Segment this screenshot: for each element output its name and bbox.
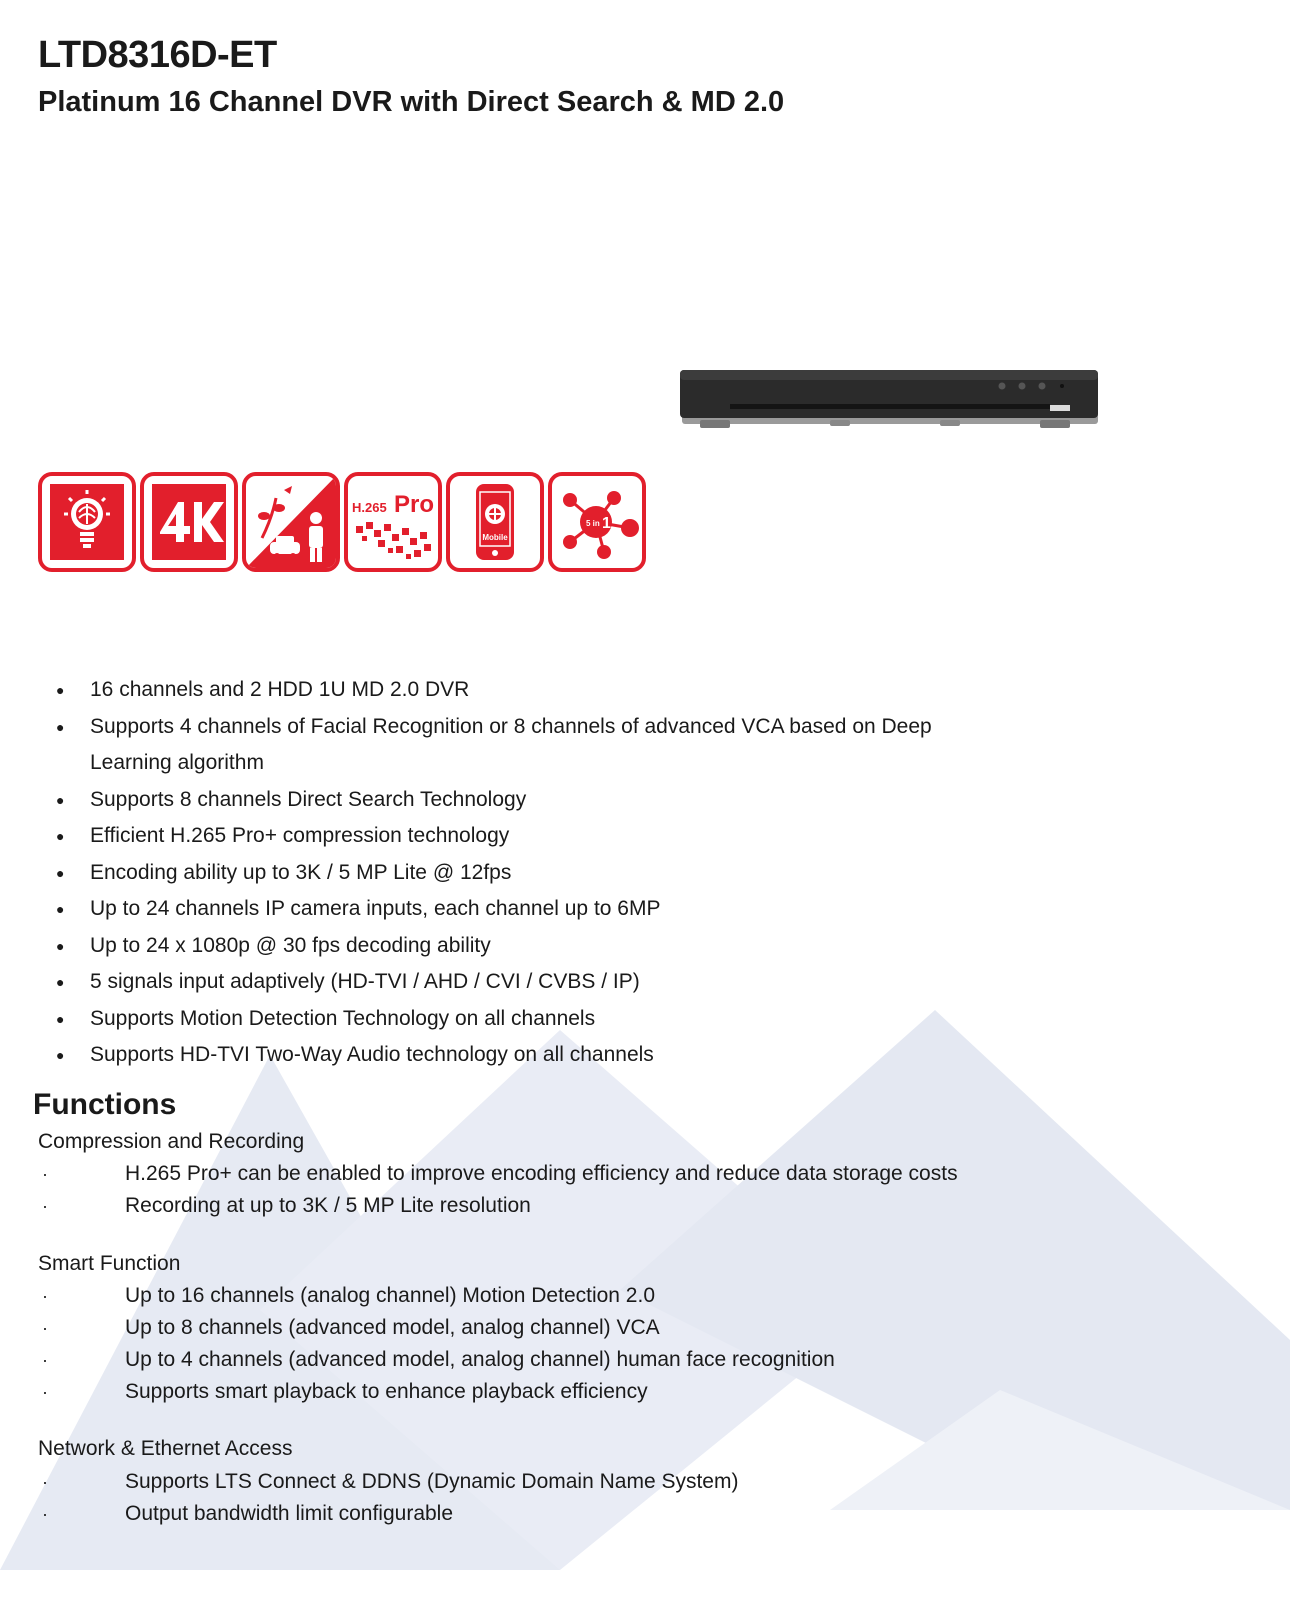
functions-heading: Functions xyxy=(33,1088,177,1121)
h265-pro-icon xyxy=(344,472,442,572)
h265-label: H.265 xyxy=(352,500,387,515)
smart-function-list xyxy=(38,1280,1138,1408)
feature-item: ● Supports 4 channels of Facial Recognition or 8 channels of advanced VCA based on Deep Learning algorithm xyxy=(56,709,956,782)
function-item: · Supports LTS Connect & DDNS (Dynamic Domain Name System) xyxy=(38,1466,1138,1498)
feature-item: ● Efficient H.265 Pro+ compression technology xyxy=(56,818,956,855)
feature-list xyxy=(56,672,956,1074)
five-in-label: 5 in xyxy=(586,519,600,528)
feature-item: ● 16 channels and 2 HDD 1U MD 2.0 DVR xyxy=(56,672,956,709)
feature-item: ● Up to 24 x 1080p @ 30 fps decoding ability xyxy=(56,928,956,965)
function-item: · Recording at up to 3K / 5 MP Lite resolution xyxy=(38,1190,1138,1222)
feature-item: ● Supports 8 channels Direct Search Technology xyxy=(56,782,956,819)
function-item: · Output bandwidth limit configurable xyxy=(38,1498,1138,1530)
4k-icon xyxy=(140,472,238,572)
dvr-product-image xyxy=(680,360,1120,432)
feature-item: ● Supports Motion Detection Technology on all channels xyxy=(56,1001,956,1038)
feature-item: ● Up to 24 channels IP camera inputs, each channel up to 6MP xyxy=(56,891,956,928)
function-item: · Up to 8 channels (advanced model, analog channel) VCA xyxy=(38,1312,1138,1344)
classification-icon xyxy=(242,472,340,572)
section-heading-network: Network & Ethernet Access xyxy=(38,1437,293,1460)
function-item: · Supports smart playback to enhance playback efficiency xyxy=(38,1376,1138,1408)
section-heading-smart: Smart Function xyxy=(38,1252,181,1275)
network-list xyxy=(38,1466,1138,1530)
function-item: · Up to 4 channels (advanced model, analog channel) human face recognition xyxy=(38,1344,1138,1376)
mobile-icon xyxy=(446,472,544,572)
function-item: · Up to 16 channels (analog channel) Motion Detection 2.0 xyxy=(38,1280,1138,1312)
feature-item: ● Encoding ability up to 3K / 5 MP Lite @ 12fps xyxy=(56,855,956,892)
brain-bulb-icon xyxy=(38,472,136,572)
feature-item: ● 5 signals input adaptively (HD-TVI / AHD / CVI / CVBS / IP) xyxy=(56,964,956,1001)
compression-list xyxy=(38,1158,1138,1222)
feature-item: ● Supports HD-TVI Two-Way Audio technology on all channels xyxy=(56,1037,956,1074)
mobile-label: Mobile xyxy=(482,533,508,542)
one-label: 1 xyxy=(602,515,611,532)
pro-label: Pro xyxy=(394,491,435,518)
product-title: LTD8316D-ET xyxy=(38,34,277,76)
function-item: · H.265 Pro+ can be enabled to improve encoding efficiency and reduce data storage costs xyxy=(38,1158,1138,1190)
product-subtitle: Platinum 16 Channel DVR with Direct Search & MD 2.0 xyxy=(38,86,785,118)
feature-badges xyxy=(38,472,646,572)
section-heading-compression: Compression and Recording xyxy=(38,1130,305,1153)
five-in-one-icon xyxy=(548,472,646,572)
